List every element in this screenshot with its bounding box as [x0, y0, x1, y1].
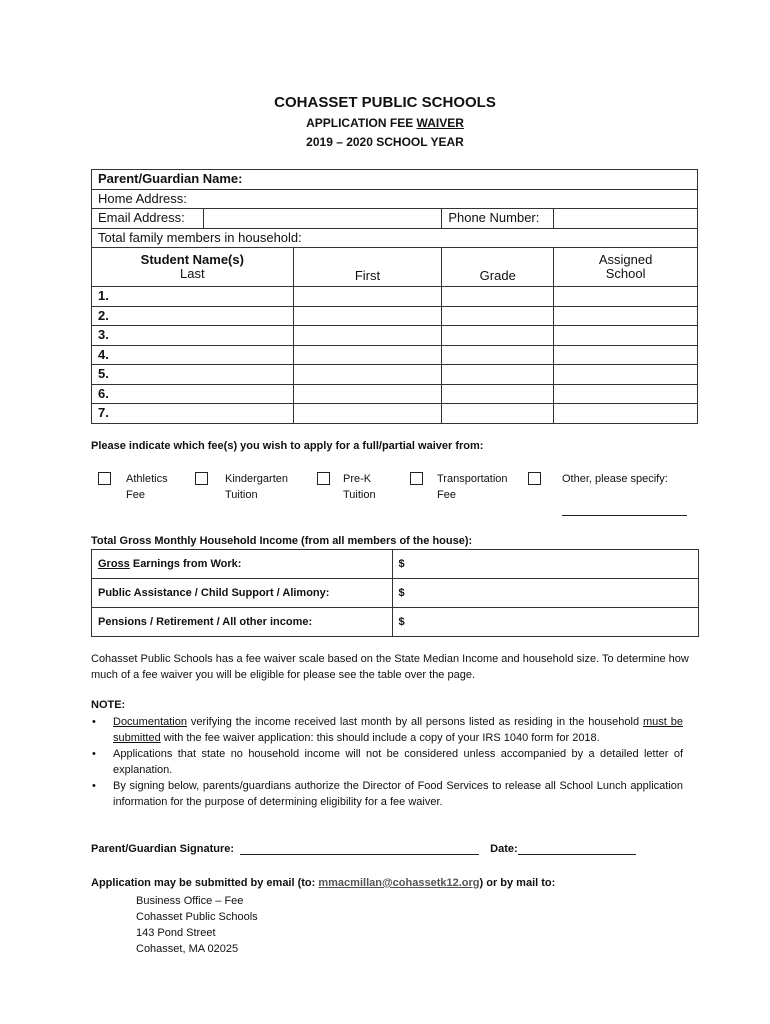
school-cell[interactable]	[554, 345, 698, 365]
first-cell[interactable]	[293, 404, 442, 424]
fee-label-line1: Pre-K	[343, 473, 372, 485]
income-table	[91, 549, 699, 637]
earnings-text: Earnings from Work:	[129, 558, 242, 570]
fee-label	[343, 471, 376, 503]
signature-row	[91, 843, 636, 855]
note-text: verifying the income received last month by all persons listed as residing in the household	[187, 716, 643, 728]
list-item	[91, 714, 683, 746]
gross-earnings-label	[92, 550, 393, 579]
email-link[interactable]: mmacmillan@cohassetk12.org	[318, 877, 480, 889]
phone-input[interactable]	[554, 209, 698, 229]
table-row	[92, 404, 698, 424]
income-heading: Total Gross Monthly Household Income (from all members of the house):	[91, 535, 473, 547]
table-row	[92, 365, 698, 385]
address-line: Cohasset, MA 02025	[136, 943, 239, 955]
submission-prefix: Application may be submitted by email (to:	[91, 877, 319, 889]
submission-info	[91, 877, 555, 889]
fee-instruction: Please indicate which fee(s) you wish to apply for a full/partial waiver from:	[91, 440, 484, 452]
row-number[interactable]: 3.	[92, 326, 294, 346]
fee-label-line1: Kindergarten	[225, 473, 288, 485]
public-assistance-input[interactable]: $	[392, 579, 698, 608]
assigned-label: Assigned	[598, 251, 653, 267]
row-number[interactable]: 1.	[92, 287, 294, 307]
signature-label: Parent/Guardian Signature:	[91, 843, 235, 855]
grade-cell[interactable]	[442, 326, 554, 346]
transportation-checkbox[interactable]	[410, 472, 423, 485]
first-header: First	[293, 248, 442, 287]
family-members-field[interactable]: Total family members in household:	[92, 228, 698, 248]
table-row	[92, 306, 698, 326]
school-title: COHASSET PUBLIC SCHOOLS	[274, 94, 496, 111]
fee-label	[225, 471, 288, 503]
grade-cell[interactable]	[442, 345, 554, 365]
mailing-address	[136, 893, 258, 957]
note-text: with the fee waiver application: this should include a copy of your IRS 1040 form for 2018.	[160, 732, 600, 744]
date-line[interactable]	[518, 843, 636, 855]
subtitle-prefix: APPLICATION FEE	[306, 116, 417, 130]
guardian-name-field[interactable]: Parent/Guardian Name:	[92, 170, 698, 190]
submission-suffix: ) or by mail to:	[479, 877, 556, 889]
kindergarten-checkbox[interactable]	[195, 472, 208, 485]
first-cell[interactable]	[293, 384, 442, 404]
email-input[interactable]	[203, 209, 441, 229]
first-cell[interactable]	[293, 345, 442, 365]
row-number[interactable]: 4.	[92, 345, 294, 365]
table-row	[92, 579, 699, 608]
fee-label-line2: Tuition	[343, 489, 376, 501]
gross-earnings-input[interactable]: $	[392, 550, 698, 579]
fee-label-line2: Tuition	[225, 489, 258, 501]
grade-cell[interactable]	[442, 384, 554, 404]
phone-label: Phone Number:	[442, 209, 554, 229]
school-cell[interactable]	[554, 306, 698, 326]
email-label: Email Address:	[92, 209, 204, 229]
fee-label-line1: Athletics	[126, 473, 168, 485]
athletics-checkbox[interactable]	[98, 472, 111, 485]
student-last-header	[92, 248, 294, 287]
fee-label-line2: Fee	[126, 489, 145, 501]
public-assistance-label: Public Assistance / Child Support / Alimony:	[92, 579, 393, 608]
school-label: School	[605, 266, 646, 281]
address-line: Cohasset Public Schools	[136, 911, 258, 923]
table-row	[92, 326, 698, 346]
row-number[interactable]: 6.	[92, 384, 294, 404]
address-line: 143 Pond Street	[136, 927, 216, 939]
grade-cell[interactable]	[442, 404, 554, 424]
school-header	[554, 248, 698, 287]
school-cell[interactable]	[554, 404, 698, 424]
first-cell[interactable]	[293, 287, 442, 307]
list-item: • Applications that state no household income will not be considered unless accompanied by a detailed letter of explanation.	[91, 746, 683, 778]
pensions-input[interactable]: $	[392, 608, 698, 637]
school-year: 2019 – 2020 SCHOOL YEAR	[306, 135, 464, 149]
gross-word: Gross	[98, 558, 130, 570]
table-row	[92, 608, 699, 637]
other-specify-line[interactable]	[562, 515, 687, 516]
fee-label-line2: Fee	[437, 489, 456, 501]
form-subtitle	[0, 116, 770, 130]
fee-label-line1: Transportation	[437, 473, 508, 485]
note-heading: NOTE:	[91, 699, 126, 711]
table-row	[92, 384, 698, 404]
subtitle-waiver: WAIVER	[416, 116, 464, 130]
home-address-field[interactable]: Home Address:	[92, 189, 698, 209]
notes-list	[91, 714, 683, 810]
first-cell[interactable]	[293, 306, 442, 326]
row-number[interactable]: 2.	[92, 306, 294, 326]
address-line: Business Office – Fee	[136, 895, 244, 907]
school-cell[interactable]	[554, 326, 698, 346]
pensions-label: Pensions / Retirement / All other income:	[92, 608, 393, 637]
grade-cell[interactable]	[442, 287, 554, 307]
table-row	[92, 345, 698, 365]
fee-scale-paragraph: Cohasset Public Schools has a fee waiver scale based on the State Median Income and household size. To determine how much of a fee waiver you will be eligible for please see the table over the page.	[91, 653, 689, 681]
grade-header: Grade	[442, 248, 554, 287]
table-row	[92, 287, 698, 307]
fee-label	[126, 471, 168, 503]
signature-line[interactable]	[240, 843, 479, 855]
row-number[interactable]: 7.	[92, 404, 294, 424]
school-cell[interactable]	[554, 287, 698, 307]
row-number[interactable]: 5.	[92, 365, 294, 385]
documentation-word: Documentation	[113, 716, 187, 728]
fee-label	[437, 471, 508, 503]
school-cell[interactable]	[554, 384, 698, 404]
date-label: Date:	[490, 843, 518, 855]
first-cell[interactable]	[293, 326, 442, 346]
must-be-submitted: must be submitted	[113, 716, 683, 744]
student-names-label: Student Name(s)	[140, 251, 244, 267]
last-label: Last	[180, 266, 205, 281]
school-cell[interactable]	[554, 365, 698, 385]
table-row	[92, 550, 699, 579]
list-item: • By signing below, parents/guardians authorize the Director of Food Services to release all School Lunch application information for the purpose of determining eligibility for a fee waiver.	[91, 778, 683, 810]
first-cell[interactable]	[293, 365, 442, 385]
prek-checkbox[interactable]	[317, 472, 330, 485]
other-checkbox[interactable]	[528, 472, 541, 485]
grade-cell[interactable]	[442, 306, 554, 326]
guardian-student-table	[91, 169, 698, 424]
student-rows	[92, 287, 698, 424]
fee-label: Other, please specify:	[562, 473, 668, 485]
grade-cell[interactable]	[442, 365, 554, 385]
